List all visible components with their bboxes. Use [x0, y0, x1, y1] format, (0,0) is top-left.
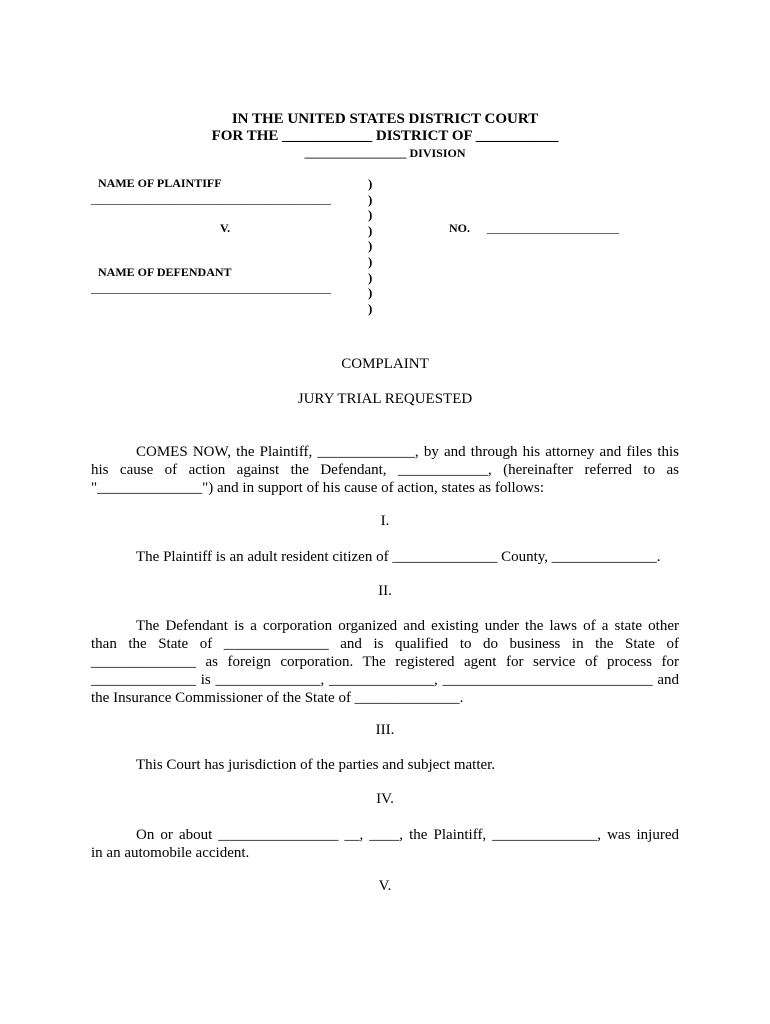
case-number-label: NO.	[449, 221, 470, 235]
section-numeral: III.	[375, 722, 395, 738]
section-line: ______________ as foreign corporation. The registered agent for service of process for	[91, 654, 679, 670]
section-line: This Court has jurisdiction of the parties and subject matter.	[136, 757, 496, 773]
caption-parentheses: ) ) ) ) ) ) ) ) )	[368, 176, 373, 316]
plaintiff-name-line: ________________________________________	[91, 192, 331, 206]
case-number-line: ______________________	[487, 221, 619, 235]
section-numeral: II.	[378, 583, 392, 599]
defendant-name-line: ________________________________________	[91, 281, 331, 295]
section-numeral: IV.	[376, 791, 394, 807]
section-line: the Insurance Commissioner of the State of ______________.	[91, 690, 464, 706]
section-paragraph	[91, 548, 679, 566]
section-numeral: V.	[378, 878, 392, 894]
section-line: ______________ is ______________, ______________, ____________________________ and	[91, 672, 679, 688]
court-heading-division: _________________ DIVISION	[304, 146, 466, 160]
plaintiff-label: NAME OF PLAINTIFF	[98, 176, 222, 190]
intro-line: "______________") and in support of his cause of action, states as follows:	[91, 480, 545, 496]
defendant-label: NAME OF DEFENDANT	[98, 265, 232, 279]
section-paragraph	[91, 826, 679, 862]
section-paragraph	[91, 617, 679, 707]
intro-line: COMES NOW, the Plaintiff, _____________, by and through his attorney and files this	[136, 444, 679, 460]
document-subtitle: JURY TRIAL REQUESTED	[297, 391, 473, 407]
intro-line: his cause of action against the Defendant, ____________, (hereinafter referred to as	[91, 462, 679, 478]
section-line: The Plaintiff is an adult resident citizen of ______________ County, ______________.	[136, 549, 661, 565]
court-heading-line1: IN THE UNITED STATES DISTRICT COURT	[231, 111, 539, 127]
court-heading-line2: FOR THE ____________ DISTRICT OF ___________	[211, 128, 559, 144]
section-line: in an automobile accident.	[91, 845, 250, 861]
versus-label: V.	[220, 221, 231, 235]
section-numeral: I.	[380, 513, 390, 529]
section-line: than the State of ______________ and is qualified to do business in the State of	[91, 636, 679, 652]
document-title: COMPLAINT	[341, 356, 429, 372]
section-paragraph	[91, 756, 679, 774]
intro-paragraph	[91, 443, 679, 497]
section-line: The Defendant is a corporation organized and existing under the laws of a state other	[136, 618, 679, 634]
section-line: On or about ________________ __, ____, the Plaintiff, ______________, was injured	[136, 827, 679, 843]
